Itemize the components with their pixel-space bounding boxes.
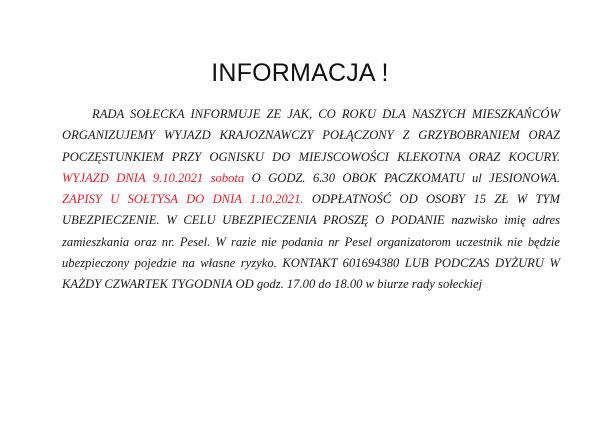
departure-time-text: O GODZ. 6.30 OBOK PACZKOMATU ul JESIONOWA. (244, 170, 561, 185)
announcement-paragraph (62, 104, 560, 296)
fee-contact-text: ODPŁATNOŚĆ OD OSOBY 15 ZŁ W TYM UBEZPIECZENIE. W CELU UBEZPIECZENIA PROSZĘ O PODANIE nazwisko imię adres zamieszkania oraz nr. Pesel. W razie nie podania nr Pesel organizatorom uczestnik nie będzie ubezpieczony pojedzie na własne ryzyko. KONTAKT 601694380 LUB PODCZAS DYŻURU W KAŻDY CZWARTEK TYGODNIA OD godz. 17.00 do 18.00 w biurze rady sołeckiej (62, 192, 560, 292)
page-title: INFORMACJA ! (211, 59, 389, 87)
intro-text: RADA SOŁECKA INFORMUJE ZE JAK, CO ROKU DLA NASZYCH MIESZKAŃCÓW ORGANIZUJEMY WYJAZD KRAJOZNAWCZY POŁĄCZONY Z GRZYBOBRANIEM ORAZ POCZĘSTUNKIEM PRZY OGNISKU DO MIEJSCOWOŚCI KLEKOTNA ORAZ KOCURY. (62, 107, 560, 164)
signup-deadline-highlight: ZAPISY U SOŁTYSA DO DNIA 1.10.2021. (62, 192, 304, 207)
departure-date-highlight: WYJAZD DNIA 9.10.2021 sobota (62, 170, 245, 185)
